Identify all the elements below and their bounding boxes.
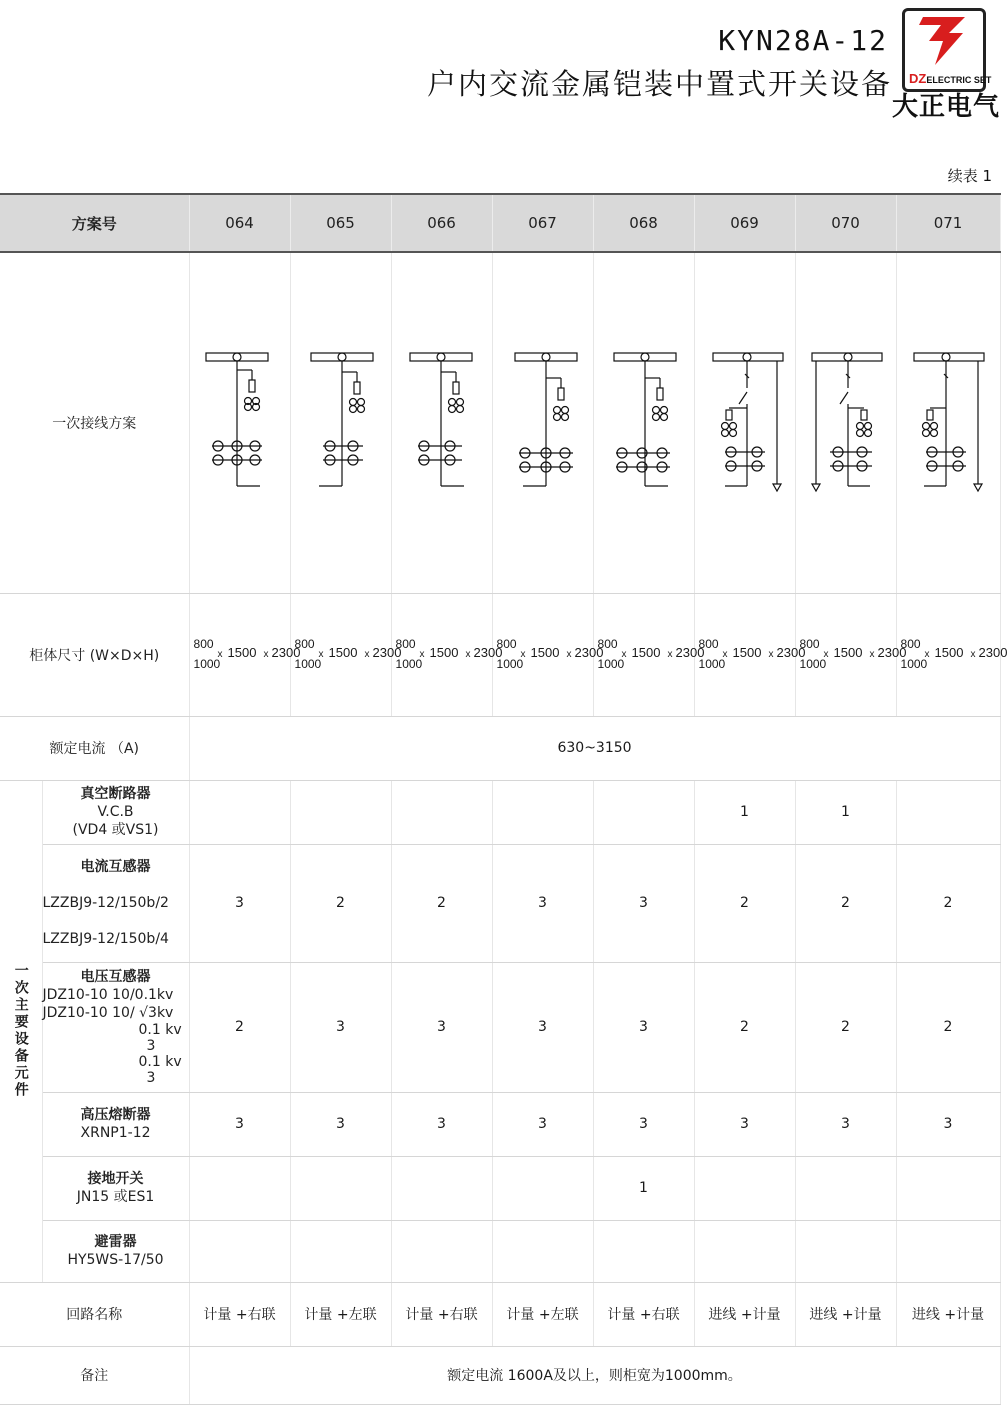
earthing-switch-value: 1 (593, 1156, 694, 1220)
fuse-value: 3 (593, 1092, 694, 1156)
circuit-name: 计量 +左联 (492, 1282, 593, 1346)
brand-name: 大正电气 (891, 92, 1000, 122)
wiring-diagram-row (0, 252, 1000, 593)
vcb-value (189, 780, 290, 844)
size-cell: 800 1000 x 1500 x 2300 (694, 593, 795, 716)
ct-value: 2 (391, 844, 492, 962)
scheme-number: 071 (896, 194, 1000, 252)
ct-row (0, 844, 1000, 962)
vcb-value: 1 (795, 780, 896, 844)
pt-row (0, 962, 1000, 1092)
size-label: 柜体尺寸 (W×D×H) (0, 593, 189, 716)
wiring-diagram-label: 一次接线方案 (0, 252, 189, 593)
fuse-row (0, 1092, 1000, 1156)
size-cell: 800 1000 x 1500 x 2300 (896, 593, 1000, 716)
circuit-name: 进线 +计量 (896, 1282, 1000, 1346)
wiring-diagram-066-icon (402, 348, 482, 498)
vcb-value (492, 780, 593, 844)
current-value: 630~3150 (189, 716, 1000, 780)
continued-label: 续表 1 (947, 167, 992, 185)
ct-value: 2 (694, 844, 795, 962)
fuse-value: 3 (391, 1092, 492, 1156)
earthing-switch-value (492, 1156, 593, 1220)
arrester-value (795, 1220, 896, 1282)
arrester-value (896, 1220, 1000, 1282)
arrester-value (189, 1220, 290, 1282)
ct-value: 3 (492, 844, 593, 962)
spec-table (0, 193, 1007, 1405)
fuse-value: 3 (896, 1092, 1000, 1156)
earthing-switch-value (290, 1156, 391, 1220)
scheme-number: 067 (492, 194, 593, 252)
arrester-label: 避雷器 HY5WS-17/50 (42, 1220, 189, 1282)
arrester-value (694, 1220, 795, 1282)
product-title: 户内交流金属铠装中置式开关设备 (426, 67, 892, 101)
current-row (0, 716, 1000, 780)
wiring-diagram-cell (593, 252, 694, 593)
arrester-row (0, 1220, 1000, 1282)
pt-value: 3 (593, 962, 694, 1092)
circuit-name: 计量 +右联 (391, 1282, 492, 1346)
vcb-value (593, 780, 694, 844)
scheme-number: 068 (593, 194, 694, 252)
earthing-switch-value (391, 1156, 492, 1220)
fuse-value: 3 (694, 1092, 795, 1156)
scheme-label: 方案号 (0, 194, 189, 252)
logo-text: DZELECTRIC SET (909, 71, 992, 86)
fuse-value: 3 (795, 1092, 896, 1156)
wiring-diagram-064-icon (200, 348, 280, 498)
remark-label: 备注 (0, 1346, 189, 1404)
ct-value: 2 (896, 844, 1000, 962)
vcb-value: 1 (694, 780, 795, 844)
arrester-value (492, 1220, 593, 1282)
scheme-number: 066 (391, 194, 492, 252)
circuit-name: 进线 +计量 (795, 1282, 896, 1346)
size-cell: 800 1000 x 1500 x 2300 (391, 593, 492, 716)
size-cell: 800 1000 x 1500 x 2300 (290, 593, 391, 716)
pt-value: 2 (795, 962, 896, 1092)
earthing-switch-value (795, 1156, 896, 1220)
pt-value: 3 (492, 962, 593, 1092)
circuit-name: 计量 +右联 (593, 1282, 694, 1346)
scheme-header-row (0, 194, 1000, 252)
circuit-row (0, 1282, 1000, 1346)
fuse-value: 3 (189, 1092, 290, 1156)
ct-label: 电流互感器 LZZBJ9-12/150b/2 LZZBJ9-12/150b/4 (42, 844, 189, 962)
wiring-diagram-cell (694, 252, 795, 593)
circuit-name: 计量 +右联 (189, 1282, 290, 1346)
ct-value: 3 (593, 844, 694, 962)
wiring-diagram-070-icon (806, 348, 886, 498)
wiring-diagram-cell (492, 252, 593, 593)
size-row (0, 593, 1000, 716)
vcb-value (896, 780, 1000, 844)
wiring-diagram-cell (189, 252, 290, 593)
wiring-diagram-065-icon (301, 348, 381, 498)
pt-value: 2 (189, 962, 290, 1092)
pt-value: 2 (896, 962, 1000, 1092)
size-cell: 800 1000 x 1500 x 2300 (593, 593, 694, 716)
remark-value: 额定电流 1600A及以上，则柜宽为1000mm。 (189, 1346, 1000, 1404)
current-label: 额定电流 （A) (0, 716, 189, 780)
equipment-group-label: 一次主要设备元件 (0, 780, 42, 1282)
arrester-value (593, 1220, 694, 1282)
wiring-diagram-069-icon (705, 348, 785, 498)
circuit-name: 进线 +计量 (694, 1282, 795, 1346)
vcb-value (290, 780, 391, 844)
earthing-switch-label: 接地开关 JN15 或ES1 (42, 1156, 189, 1220)
earthing-switch-value (694, 1156, 795, 1220)
size-cell: 800 1000 x 1500 x 2300 (189, 593, 290, 716)
scheme-number: 065 (290, 194, 391, 252)
lightning-logo-icon (905, 11, 983, 71)
earthing-switch-value (189, 1156, 290, 1220)
size-cell: 800 1000 x 1500 x 2300 (492, 593, 593, 716)
vcb-row (0, 780, 1000, 844)
ct-value: 2 (795, 844, 896, 962)
wiring-diagram-cell (795, 252, 896, 593)
vcb-label: 真空断路器 V.C.B (VD4 或VS1) (42, 780, 189, 844)
scheme-number: 069 (694, 194, 795, 252)
earthing-switch-row (0, 1156, 1000, 1220)
wiring-diagram-071-icon (908, 348, 988, 498)
wiring-diagram-cell (290, 252, 391, 593)
pt-label: 电压互感器 JDZ10-10 10/0.1kv JDZ10-10 10/ √3kv 0.1 kv 3 0.1 kv 3 (42, 962, 189, 1092)
fuse-label: 高压熔断器 XRNP1-12 (42, 1092, 189, 1156)
company-logo (902, 8, 992, 92)
product-model: KYN28A-12 (718, 24, 888, 57)
fuse-value: 3 (492, 1092, 593, 1156)
vcb-value (391, 780, 492, 844)
wiring-diagram-067-icon (503, 348, 583, 498)
pt-value: 3 (290, 962, 391, 1092)
ct-value: 2 (290, 844, 391, 962)
wiring-diagram-cell (896, 252, 1000, 593)
wiring-diagram-cell (391, 252, 492, 593)
circuit-label: 回路名称 (0, 1282, 189, 1346)
pt-value: 2 (694, 962, 795, 1092)
arrester-value (391, 1220, 492, 1282)
scheme-number: 064 (189, 194, 290, 252)
pt-value: 3 (391, 962, 492, 1092)
size-cell: 800 1000 x 1500 x 2300 (795, 593, 896, 716)
circuit-name: 计量 +左联 (290, 1282, 391, 1346)
scheme-number: 070 (795, 194, 896, 252)
earthing-switch-value (896, 1156, 1000, 1220)
fuse-value: 3 (290, 1092, 391, 1156)
wiring-diagram-068-icon (604, 348, 684, 498)
ct-value: 3 (189, 844, 290, 962)
remark-row (0, 1346, 1000, 1404)
arrester-value (290, 1220, 391, 1282)
